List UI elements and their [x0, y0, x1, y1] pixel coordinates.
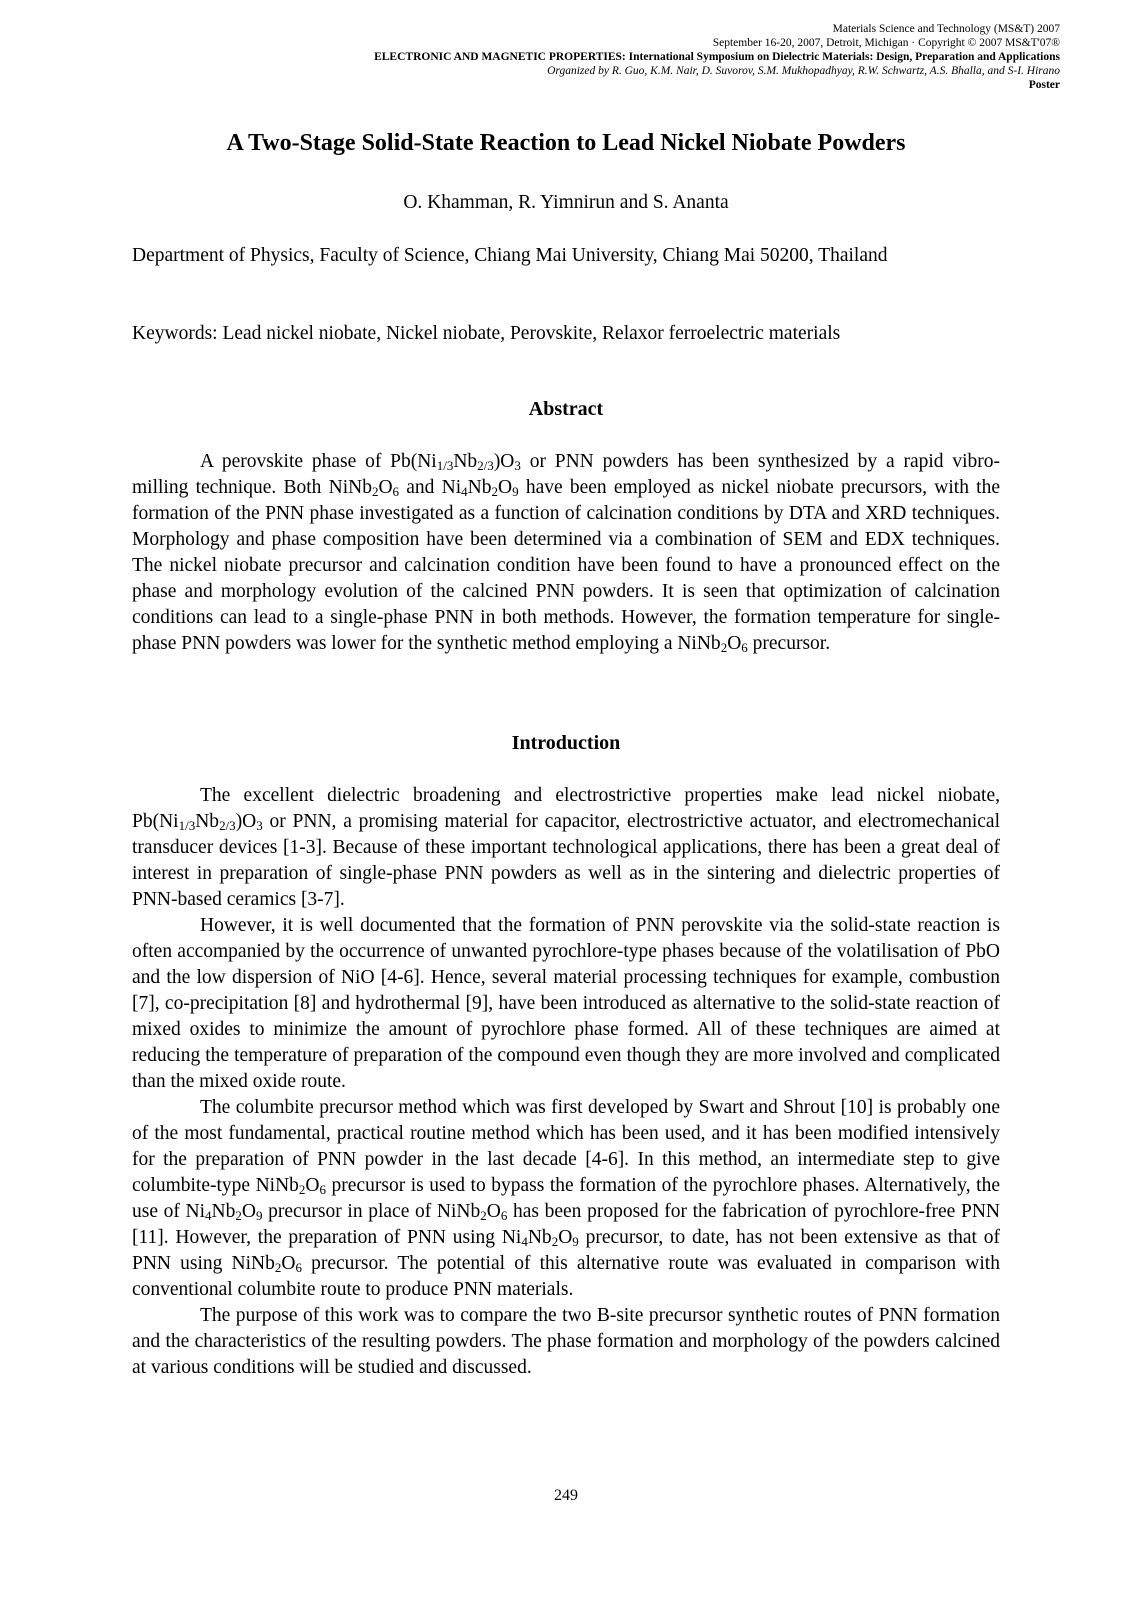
page-number: 249 [554, 1487, 578, 1504]
introduction-text [132, 783, 1000, 1381]
intro-paragraph-4: The purpose of this work was to compare the two B-site precursor synthetic routes of PNN formation and the characteristics of the resulting powders. The phase formation and morphology of the powders calcined at various conditions will be studied and discussed. [132, 1305, 1000, 1378]
abstract-paragraph: A perovskite phase of $Pb(Ni_{1/3}Nb_{2/3})O_3$ or PNN powders has been synthesized by a rapid vibro-milling technique. Both $NiNb_2O_6$ and $Ni_4Nb_2O_9$ have been employed as nickel niobate precursors, with the formation of the PNN phase investigated as a function of calcination conditions by DTA and XRD techniques. Morphology and phase composition have been determined via a combination of SEM and EDX techniques. The nickel niobate precursor and calcination condition have been found to have a pronounced effect on the phase and morphology evolution of the calcined PNN powders. It is seen that optimization of calcination conditions can lead to a single-phase PNN in both methods. However, the formation temperature for single-phase PNN powders was lower for the synthetic method employing a $NiNb_2O_6$ precursor. [132, 451, 1000, 655]
paper-authors: O. Khamman, R. Yimnirun and S. Ananta [403, 192, 729, 213]
header-session-type: Poster [1028, 79, 1060, 91]
affiliation: Department of Physics, Faculty of Science, Chiang Mai University, Chiang Mai 50200, Thailand [132, 245, 888, 266]
paper-title: A Two-Stage Solid-State Reaction to Lead Nickel Niobate Powders [226, 130, 906, 156]
introduction-heading: Introduction [511, 732, 621, 754]
abstract-text [132, 449, 1000, 657]
keywords: Keywords: Lead nickel niobate, Nickel niobate, Perovskite, Relaxor ferroelectric materials [132, 323, 841, 344]
conference-header [374, 22, 1060, 92]
intro-paragraph-2: However, it is well documented that the formation of PNN perovskite via the solid-state reaction is often accompanied by the occurrence of unwanted pyrochlore-type phases because of the volatilisation of PbO and the low dispersion of NiO [4-6]. Hence, several material processing techniques for example, combustion [7], co-precipitation [8] and hydrothermal [9], have been introduced as alternative to the solid-state reaction of mixed oxides to minimize the amount of pyrochlore phase formed. All of these techniques are aimed at reducing the temperature of preparation of the compound even though they are more involved and complicated than the mixed oxide route. [132, 915, 1000, 1092]
header-dates: September 16-20, 2007, Detroit, Michigan · Copyright © 2007 MS&T'07® [712, 37, 1060, 49]
abstract-heading: Abstract [528, 398, 604, 420]
header-organizers: Organized by R. Guo, K.M. Nair, D. Suvorov, S.M. Mukhopadhyay, R.W. Schwartz, A.S. Bhalla, and S-I. Hirano [547, 65, 1060, 77]
header-symposium: ELECTRONIC AND MAGNETIC PROPERTIES: International Symposium on Dielectric Materials: Design, Preparation and Applications [374, 51, 1060, 63]
intro-paragraph-3: The columbite precursor method which was first developed by Swart and Shrout [10] is probably one of the most fundamental, practical routine method which has been used, and it has been modified intensively for the preparation of PNN powder in the last decade [4-6]. In this method, an intermediate step to give columbite-type $NiNb_2O_6$ precursor is used to bypass the formation of the pyrochlore phases. Alternatively, the use of $Ni_4Nb_2O_9$ precursor in place of $NiNb_2O_6$ has been proposed for the fabrication of pyrochlore-free PNN [11]. However, the preparation of PNN using $Ni_4Nb_2O_9$ precursor, to date, has not been extensive as that of PNN using $NiNb_2O_6$ precursor. The potential of this alternative route was evaluated in comparison with conventional columbite route to produce PNN materials. [132, 1097, 1000, 1300]
header-conference-name: Materials Science and Technology (MS&T) 2007 [832, 23, 1060, 35]
intro-paragraph-1: The excellent dielectric broadening and electrostrictive properties make lead nickel niobate, $Pb(Ni_{1/3}Nb_{2/3})O_3$ or PNN, a promising material for capacitor, electrostrictive actuator, and electromechanical transducer devices [1-3]. Because of these important technological applications, there has been a great deal of interest in preparation of single-phase PNN powders as well as in the sintering and dielectric properties of PNN-based ceramics [3-7]. [132, 785, 1000, 910]
